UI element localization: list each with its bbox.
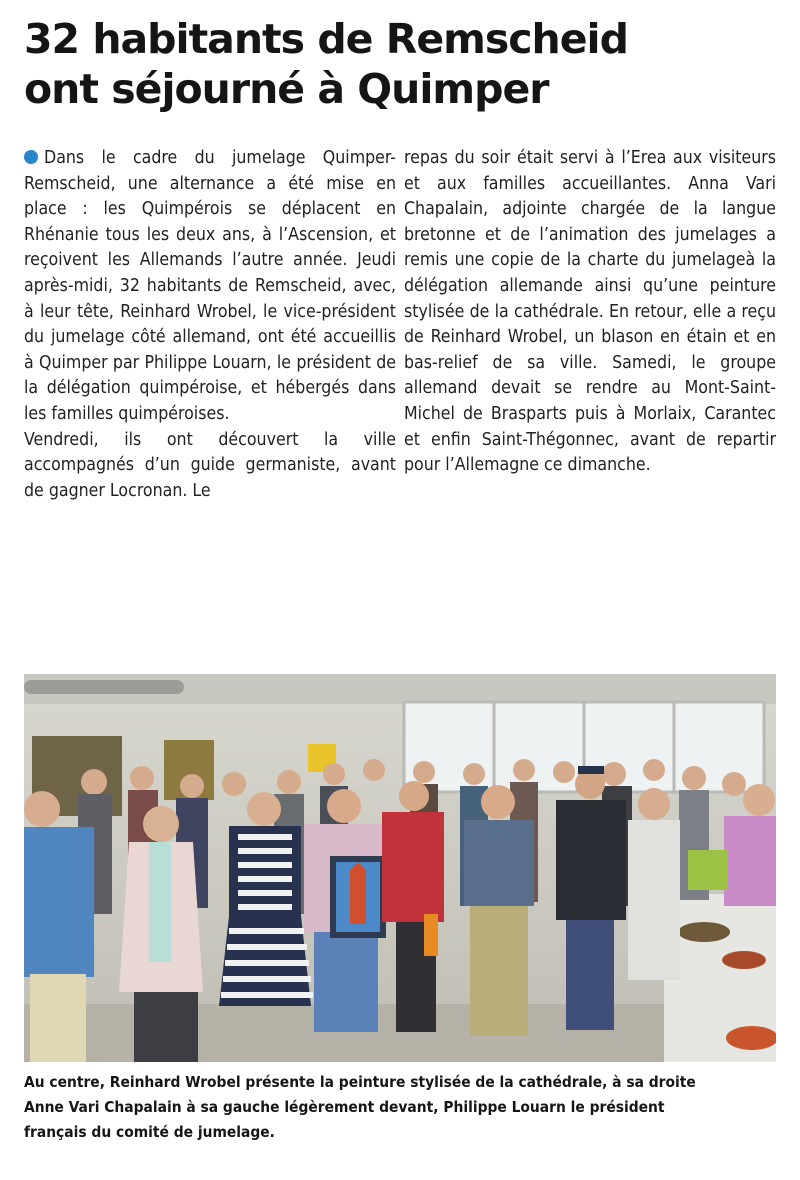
column-left xyxy=(24,146,396,656)
article-headline xyxy=(24,14,784,114)
group-photo xyxy=(24,674,776,1062)
article-body xyxy=(24,146,776,656)
paragraph-1 xyxy=(24,146,396,428)
caption-line-1: Au centre, Reinhard Wrobel présente la peinture stylisée de la cathédrale, à sa droite xyxy=(24,1073,696,1091)
photo-caption xyxy=(24,1070,784,1145)
paragraph-2: Vendredi, ils ont découvert la ville accompagnés d’un guide germaniste, avant de gagner Locronan. Le xyxy=(24,429,396,501)
caption-line-3: français du comité de jumelage. xyxy=(24,1123,275,1141)
column-right xyxy=(404,146,776,656)
group-photo-image xyxy=(24,674,776,1062)
paragraph-3: repas du soir était servi à l’Erea aux visiteurs et aux familles accueillantes. Anna Vari Chapalain, adjointe chargée de la langue bretonne et de l’animation des jumelages a remis une copie de la charte du jumelageà la délégation allemande ainsi qu’une peinture stylisée de la cathédrale. En retour, elle a reçu de Reinhard Wrobel, un blason en étain et en bas-relief de sa ville. Samedi, le groupe allemand devait se rendre au Mont-Saint-Michel de Brasparts puis à Morlaix, Carantec et enfin Saint-Thégonnec, avant de repartir pour l’Allemagne ce dimanche. xyxy=(404,148,776,476)
headline-line-2: ont séjourné à Quimper xyxy=(24,65,549,113)
bullet-icon xyxy=(24,150,38,164)
caption-line-2: Anne Vari Chapalain à sa gauche légèrement devant, Philippe Louarn le président xyxy=(24,1098,665,1116)
paragraph-1-text: Dans le cadre du jumelage Quimper-Remscheid, une alternance a été mise en place : les Quimpérois se déplacent en Rhénanie tous les deux ans, à l’Ascension, et reçoivent les Allemands l’autre année. Jeudi après-midi, 32 habitants de Remscheid, avec, à leur tête, Reinhard Wrobel, le vice-président du jumelage côté allemand, ont été accueillis à Quimper par Philippe Louarn, le président de la délégation quimpéroise, et hébergés dans les familles quimpéroises. xyxy=(24,148,396,424)
headline-line-1: 32 habitants de Remscheid xyxy=(24,15,628,63)
